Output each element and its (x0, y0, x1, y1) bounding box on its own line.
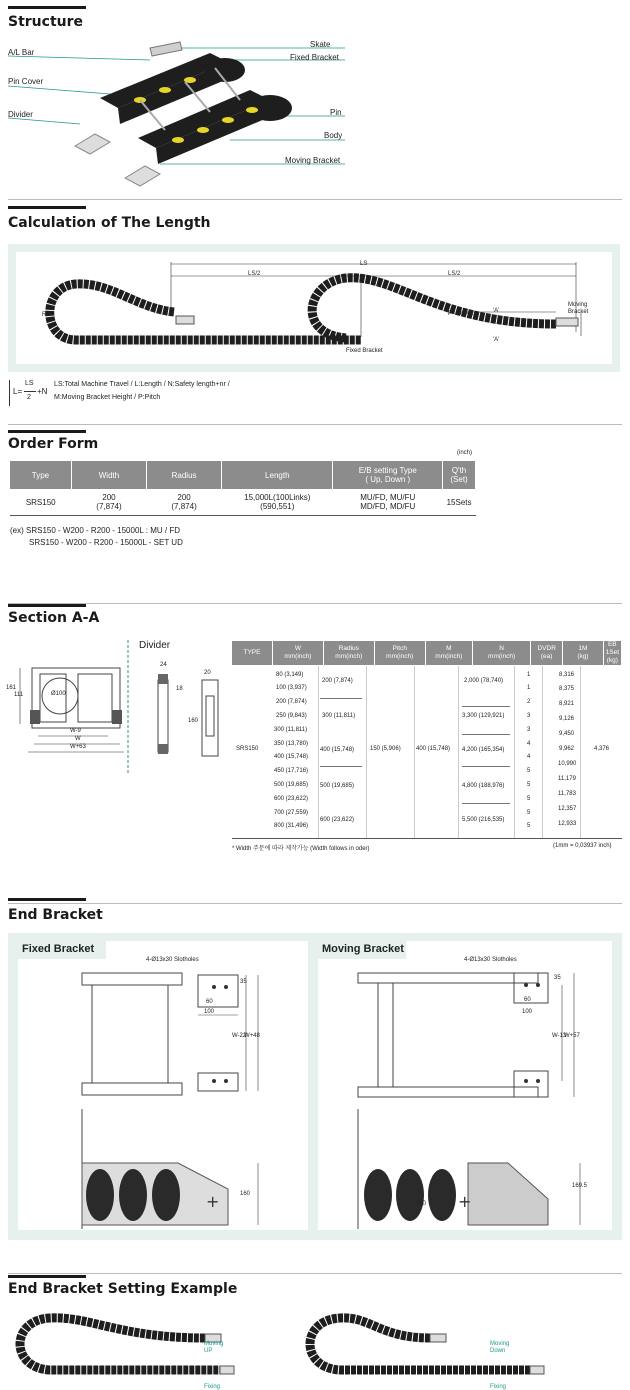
dim-60: 60 (206, 999, 213, 1005)
cell-dvdr: 4 (527, 741, 531, 747)
cell-kg: 12,933 (558, 821, 577, 827)
formula-l: L= (13, 387, 23, 396)
dim-r: R (42, 312, 47, 318)
setting-left-moving-up: Moving UP (204, 1341, 224, 1354)
cell-w: 250 (9,843) (276, 713, 307, 719)
dim-w-13: W-13 (552, 1033, 567, 1039)
cell-kg: 9,962 (559, 746, 575, 752)
header-n: N mm(inch) (473, 641, 531, 665)
cell-type: SRS150 (236, 746, 259, 752)
section-bar (8, 206, 86, 209)
label-moving-bracket: Moving Bracket (568, 302, 589, 315)
cell-kg: 11,783 (558, 791, 576, 797)
section-rule (8, 1273, 622, 1274)
order-table-header (10, 461, 476, 489)
section-bar (8, 430, 86, 433)
setting-right-fixing: Fixing (490, 1384, 507, 1390)
cell-length: 15,000L(100Links) (590,551) (222, 489, 333, 516)
calculation-panel (8, 244, 620, 372)
cell-m: 400 (15,748) (416, 746, 451, 752)
end-bracket-panel (8, 933, 622, 1240)
dim-35: 35 (554, 975, 561, 981)
dim-160: 160 (240, 1191, 251, 1197)
order-example-2: SRS150 - W200 - R200 - 15000L - SET UD (29, 538, 183, 547)
cell-w: 600 (23,622) (274, 796, 309, 802)
moving-bracket-title: Moving Bracket (322, 943, 404, 955)
setting-left-fixing: Fixing (204, 1384, 221, 1390)
section-rule (8, 603, 622, 604)
label-body: Body (324, 131, 343, 140)
label-divider: Divider (8, 110, 33, 119)
cell-kg: 11,179 (558, 776, 576, 782)
cell-n: 2,000 (78,740) (464, 678, 504, 684)
cell-dvdr: 1 (527, 672, 531, 678)
section-aa-drawing (8, 640, 228, 780)
dim-w-57: W+57 (564, 1033, 580, 1039)
cell-w: 700 (27,559) (274, 810, 309, 816)
moving-slotholes-label: 4-Ø13x30 Slotholes (464, 957, 517, 963)
label-pin-cover: Pin Cover (8, 77, 44, 86)
cell-w: 80 (3,149) (276, 672, 304, 678)
fixed-bracket-title: Fixed Bracket (22, 943, 95, 955)
cell-dvdr: 4 (527, 754, 531, 760)
cell-kg: 9,450 (559, 731, 575, 737)
header-width: Width (71, 461, 146, 489)
header-dvdr: DVDR (ea) (531, 641, 563, 665)
cell-kg: 8,375 (559, 686, 575, 692)
label-moving-bracket: Moving Bracket (285, 156, 341, 165)
spec-table-header (232, 641, 622, 665)
cell-w: 200 (7,874) (276, 699, 307, 705)
label-pin: Pin (330, 108, 342, 117)
header-type: Type (10, 461, 71, 489)
dim-w-48: W+48 (244, 1033, 260, 1039)
order-example-1: (ex) SRS150 - W200 - R200 - 15000L : MU / FD (10, 526, 180, 535)
cell-dvdr: 1 (527, 685, 531, 691)
cell-dvdr: 3 (527, 727, 531, 733)
dim-ls: LS (360, 261, 368, 267)
cell-kg: 10,990 (558, 761, 577, 767)
dim-161: 161 (6, 685, 17, 691)
header-w: W mm(inch) (272, 641, 323, 665)
header-qty: Q'th (Set) (443, 461, 476, 489)
section-title-structure: Structure (8, 14, 84, 30)
cell-dvdr: 2 (527, 699, 531, 705)
spec-note-left: * Width 주문에 따라 제작가능 (Width follows in oder) (232, 846, 370, 852)
formula-legend-1: LS:Total Machine Travel / L:Length / N:Safety length+nr / (54, 381, 230, 388)
setting-example-drawing (0, 1310, 630, 1390)
label-al-bar: A/L Bar (8, 48, 35, 57)
cell-w: 400 (15,748) (274, 754, 309, 760)
cell-dvdr: 5 (527, 768, 531, 774)
cell-kg: 8,921 (559, 701, 575, 707)
header-length: Length (222, 461, 333, 489)
header-1m: 1M (kg) (563, 641, 603, 665)
formula (9, 380, 50, 406)
length-diagram (16, 252, 612, 364)
fixed-slotholes-label: 4-Ø13x30 Slotholes (146, 957, 199, 963)
cell-qty: 15Sets (443, 489, 476, 516)
dim-20: 20 (204, 670, 211, 676)
header-eb-set: EB 1Set (kg) (603, 641, 621, 665)
header-m: M mm(inch) (425, 641, 472, 665)
cell-w: 450 (17,716) (274, 768, 309, 774)
cell-dvdr: 5 (527, 782, 531, 788)
formula-n: +N (37, 387, 48, 396)
unit-label: (inch) (457, 450, 473, 456)
cell-w: 800 (31,496) (274, 823, 309, 829)
dim-100: 100 (522, 1009, 533, 1015)
dim-ls2-left: LS/2 (248, 271, 261, 277)
cell-radius: 200 (7,874) (322, 678, 353, 684)
section-title-calculation: Calculation of The Length (8, 215, 211, 231)
cell-radius: 200 (7,874) (147, 489, 222, 516)
cell-pitch: 150 (5,906) (370, 746, 401, 752)
cell-w: 300 (11,811) (274, 727, 308, 733)
moving-bracket-drawing (318, 959, 612, 1230)
section-title-end-bracket: End Bracket (8, 907, 103, 923)
section-bar (8, 604, 86, 607)
cell-dvdr: 5 (527, 796, 531, 802)
dim-w-9: W-9 (70, 728, 81, 734)
dim-18: 18 (176, 686, 183, 692)
cell-kg: 8,316 (559, 672, 575, 678)
section-mark-a-bottom: 'A' (493, 337, 500, 343)
formula-legend-2: M:Moving Bracket Height / P:Pitch (54, 394, 161, 401)
header-radius: Radius mm(inch) (323, 641, 374, 665)
svg-text:+: + (206, 1192, 220, 1211)
dim-169-5: 169.5 (572, 1183, 588, 1189)
cell-n: 5,500 (216,535) (462, 817, 505, 823)
formula-ls: LS (25, 380, 34, 387)
cell-type: SRS150 (10, 489, 71, 516)
cell-w: 350 (13,780) (274, 741, 309, 747)
header-type: TYPE (232, 641, 272, 665)
cell-radius: 300 (11,811) (322, 713, 356, 719)
cell-w: 100 (3,937) (276, 685, 307, 691)
dim-35: 35 (240, 979, 247, 985)
dim-160: 160 (416, 1201, 427, 1207)
dim-100: 100 (204, 1009, 215, 1015)
cell-kg: 12,357 (558, 806, 577, 812)
cell-eb-setting: MU/FD, MU/FU MD/FD, MD/FU (333, 489, 443, 516)
dim-d100: Ø100 (51, 691, 66, 697)
spec-note-right: (1mm = 0,03937 inch) (553, 843, 612, 849)
spec-table (232, 641, 622, 665)
section-bar (8, 898, 86, 901)
dim-24: 24 (160, 662, 167, 668)
section-title-setting-example: End Bracket Setting Example (8, 1281, 238, 1297)
label-fixed-bracket: Fixed Bracket (290, 53, 339, 62)
fixed-bracket-drawing (18, 959, 308, 1230)
section-rule (8, 903, 622, 904)
header-radius: Radius (147, 461, 222, 489)
cell-w: 500 (19,685) (274, 782, 309, 788)
dim-60: 60 (524, 997, 531, 1003)
dim-w: W (75, 736, 81, 742)
cell-n: 3,300 (129,921) (462, 713, 505, 719)
cell-width: 200 (7,874) (71, 489, 146, 516)
section-bar (8, 6, 86, 9)
divider-label: Divider (139, 640, 171, 651)
section-rule (8, 424, 622, 425)
dim-w-63: W+63 (70, 744, 86, 750)
dim-111: 111 (14, 692, 24, 698)
formula-2: 2 (27, 394, 31, 401)
svg-text:+: + (458, 1192, 472, 1211)
section-title-order-form: Order Form (8, 436, 99, 452)
section-rule (8, 199, 622, 200)
table-row (10, 489, 476, 516)
order-table (10, 461, 476, 516)
cell-n: 4,800 (188,976) (462, 783, 505, 789)
section-title-section-aa: Section A-A (8, 610, 100, 626)
cell-dvdr: 5 (527, 823, 531, 829)
cell-eb: 4,376 (594, 746, 610, 752)
cell-radius: 400 (15,748) (320, 747, 355, 753)
cell-radius: 600 (23,622) (320, 817, 355, 823)
label-fixed-bracket: Fixed Bracket (346, 348, 383, 354)
section-mark-a-top: 'A' (493, 308, 500, 314)
label-skate: Skate (310, 40, 331, 49)
cell-n: 4,200 (165,354) (462, 747, 505, 753)
dim-pxlink: P×Link=L (448, 311, 474, 317)
dim-160: 160 (188, 718, 199, 724)
header-pitch: Pitch mm(inch) (374, 641, 425, 665)
cell-dvdr: 3 (527, 713, 531, 719)
cell-radius: 500 (19,685) (320, 783, 355, 789)
header-eb-setting: E/B setting Type ( Up, Down ) (333, 461, 443, 489)
spec-table-body (232, 666, 622, 839)
cell-kg: 9,126 (559, 716, 575, 722)
section-bar (8, 1275, 86, 1278)
dim-ls2-right: LS/2 (448, 271, 461, 277)
cell-dvdr: 5 (527, 810, 531, 816)
dim-w-22: W-22 (232, 1033, 247, 1039)
setting-right-moving-down: Moving Down (490, 1341, 510, 1354)
